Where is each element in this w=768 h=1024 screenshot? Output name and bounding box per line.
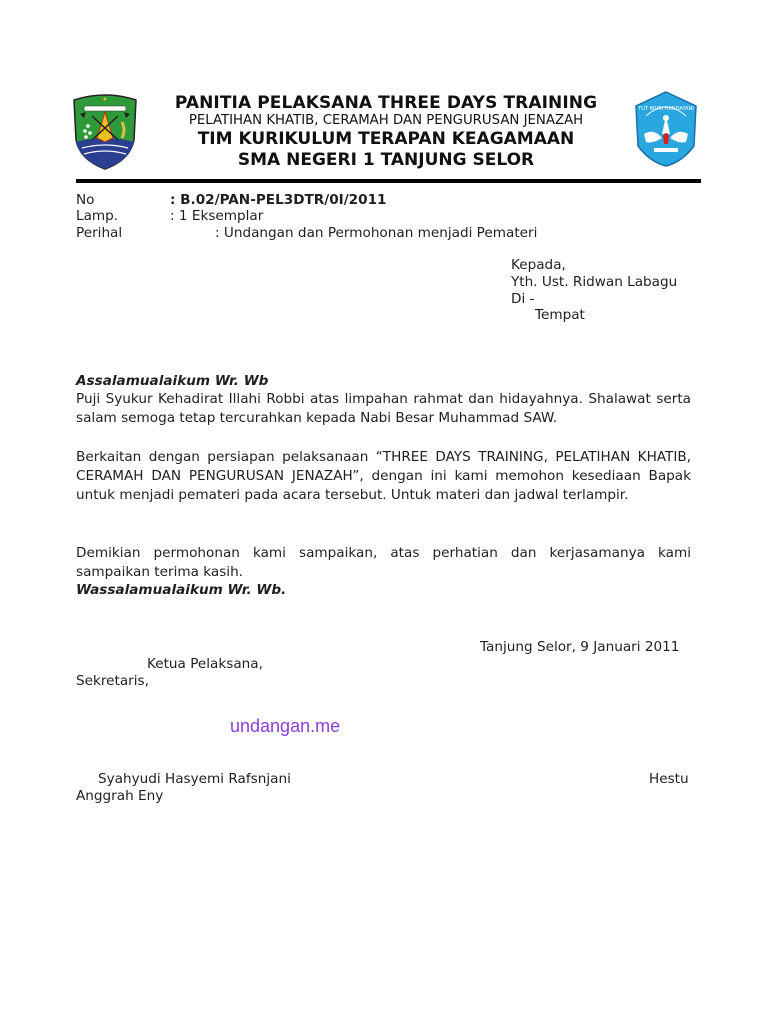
recipient-name: Yth. Ust. Ridwan Labagu [511, 274, 678, 290]
letterhead-team: TIM KURIKULUM TERAPAN KEAGAMAAN [197, 129, 575, 149]
subject: : Undangan dan Permohonan menjadi Pemateri [215, 225, 538, 241]
sekretaris-name-rest: Anggrah Eny [76, 788, 164, 804]
svg-text:TUT WURI HANDAYANI: TUT WURI HANDAYANI [638, 106, 694, 112]
letterhead-subtitle: PELATIHAN KHATIB, CERAMAH DAN PENGURUSAN JENAZAH [188, 113, 584, 128]
no-label: No [76, 192, 95, 208]
closing-greeting: Wassalamualaikum Wr. Wb. [76, 582, 287, 598]
greeting: Assalamualaikum Wr. Wb [76, 373, 269, 389]
regional-crest-logo-icon [70, 90, 140, 170]
lamp-label: Lamp. [76, 208, 119, 224]
request-paragraph: Berkaitan dengan persiapan pelaksanaan “THREE DAYS TRAINING, PELATIHAN KHATIB, CERAMAH DAN PENGURUSAN JENAZAH”, dengan ini kami memohon kesediaan Bapak untuk menjadi pemateri pada acara tersebut. Untuk materi dan jadwal terlampir. [76, 449, 691, 503]
ketua-name: Syahyudi Hasyemi Rafsnjani [98, 771, 291, 787]
sekretaris-title: Sekretaris, [76, 673, 149, 689]
closing-paragraph: Demikian permohonan kami sampaikan, atas perhatian dan kerjasamanya kami sampaikan terima kasih. [76, 545, 691, 580]
tut-wuri-handayani-logo-icon [632, 90, 700, 168]
recipient-tempat: Tempat [535, 307, 585, 323]
letterhead-divider [76, 179, 701, 183]
recipient-kepada: Kepada, [511, 257, 566, 273]
recipient-di: Di - [511, 291, 535, 307]
letterhead [140, 93, 632, 171]
ketua-title: Ketua Pelaksana, [147, 656, 263, 672]
attachment-count: : 1 Eksemplar [170, 208, 264, 224]
letterhead-school: SMA NEGERI 1 TANJUNG SELOR [237, 150, 535, 170]
letterhead-title: PANITIA PELAKSANA THREE DAYS TRAINING [174, 93, 598, 113]
sekretaris-name-first: Hestu [649, 771, 689, 787]
perihal-label: Perihal [76, 225, 123, 241]
letter-number: : B.02/PAN-PEL3DTR/0I/2011 [170, 192, 387, 208]
place-date: Tanjung Selor, 9 Januari 2011 [480, 639, 680, 655]
watermark-link[interactable]: undangan.me [230, 716, 341, 736]
opening-paragraph: Puji Syukur Kehadirat Illahi Robbi atas limpahan rahmat dan hidayahnya. Shalawat serta salam semoga tetap tercurahkan kepada Nabi Besar Muhammad SAW. [76, 391, 691, 426]
